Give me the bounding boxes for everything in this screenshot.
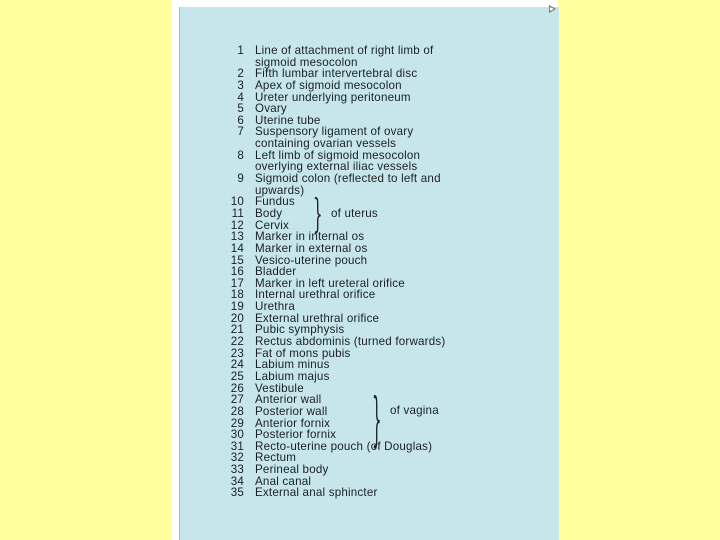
legend-item <box>222 45 542 57</box>
legend-item-number: 2 <box>237 67 244 81</box>
legend-item-number: 20 <box>230 311 244 325</box>
legend-item-text: Recto-uterine pouch (of Douglas) <box>255 439 433 453</box>
legend-item-text: Apex of sigmoid mesocolon <box>255 78 402 92</box>
legend-item-text: Rectum <box>255 451 297 465</box>
legend-item-text: Fat of mons pubis <box>255 346 351 360</box>
legend-item-text: Ureter underlying peritoneum <box>255 90 411 104</box>
legend-item-text: Fifth lumbar intervertebral disc <box>255 67 418 81</box>
vagina-brace: } <box>372 384 382 454</box>
legend-item-number: 19 <box>230 300 244 314</box>
legend-item-number: 17 <box>230 276 244 290</box>
legend-item-number: 35 <box>230 486 244 500</box>
legend-item <box>222 371 542 383</box>
legend-item-text: Suspensory ligament of ovary <box>255 125 414 139</box>
legend-item-number: 15 <box>230 253 244 267</box>
legend-item-number: 21 <box>230 323 244 337</box>
legend-item-number: 18 <box>230 288 244 302</box>
legend-item-number: 30 <box>230 428 244 442</box>
legend-list <box>222 45 542 499</box>
legend-item-text: Pubic symphysis <box>255 323 345 337</box>
legend-item <box>222 80 542 92</box>
legend-item-text: upwards) <box>255 183 305 197</box>
legend-item-text: overlying external iliac vessels <box>255 160 418 174</box>
legend-item-number: 32 <box>230 451 244 465</box>
legend-item-number: 34 <box>230 474 244 488</box>
legend-item-text: Vestibule <box>255 381 304 395</box>
legend-item-text: Marker in internal os <box>255 230 365 244</box>
legend-item-number: 23 <box>230 346 244 360</box>
legend-item-number: 33 <box>230 463 244 477</box>
legend-item-number: 12 <box>230 218 244 232</box>
legend-item-number: 31 <box>230 439 244 453</box>
legend-item-text: External urethral orifice <box>255 311 380 325</box>
legend-item-text: Rectus abdominis (turned forwards) <box>255 335 446 349</box>
legend-item-number: 1 <box>237 44 244 57</box>
legend-item-number: 7 <box>237 125 244 139</box>
legend-item-text: Urethra <box>255 300 296 314</box>
legend-item-text: Ovary <box>255 102 287 116</box>
legend-item-number: 25 <box>230 369 244 383</box>
legend-item-number: 14 <box>230 241 244 255</box>
legend-item-number: 4 <box>237 90 244 104</box>
legend-item-number: 22 <box>230 335 244 349</box>
triangle-right-icon[interactable] <box>549 5 556 13</box>
legend-item-number: 16 <box>230 265 244 279</box>
legend-item-number: 10 <box>230 195 244 209</box>
legend-item-number: 24 <box>230 358 244 372</box>
uterus-group-label: of uterus <box>331 207 378 220</box>
legend-item <box>222 487 542 499</box>
legend-item-number: 27 <box>230 393 244 407</box>
legend-item-text: Perineal body <box>255 463 329 477</box>
legend-item-text: Line of attachment of right limb of <box>255 44 434 57</box>
legend-item <box>222 173 542 185</box>
legend-item-number: 29 <box>230 416 244 430</box>
legend-item-text: Vesico-uterine pouch <box>255 253 368 267</box>
legend-item-text: Body <box>255 206 283 220</box>
legend-item-number: 8 <box>237 148 244 162</box>
legend-item-text: Cervix <box>255 218 290 232</box>
legend-item <box>222 336 542 348</box>
legend-item-number: 3 <box>237 78 244 92</box>
vagina-group-label: of vagina <box>390 404 439 417</box>
legend-item-text: Marker in external os <box>255 241 368 255</box>
legend-item-text: Left limb of sigmoid mesocolon <box>255 148 421 162</box>
legend-item-text: Internal urethral orifice <box>255 288 376 302</box>
legend-item-number: 28 <box>230 404 244 418</box>
legend-item-text: containing ovarian vessels <box>255 137 397 151</box>
legend-item-text: Fundus <box>255 195 295 209</box>
legend-item-number: 13 <box>230 230 244 244</box>
legend-item-text: sigmoid mesocolon <box>255 55 358 69</box>
legend-item-text: Uterine tube <box>255 113 321 127</box>
legend-item-number: 11 <box>231 206 244 220</box>
legend-item-number: 9 <box>237 172 244 186</box>
legend-item-text: Bladder <box>255 265 297 279</box>
legend-item <box>222 301 542 313</box>
legend-item <box>222 208 542 220</box>
legend-item-text: Anterior wall <box>255 393 322 407</box>
legend-item-text: Posterior wall <box>255 404 328 418</box>
legend-item-text: Labium minus <box>255 358 330 372</box>
legend-item-text: Sigmoid colon (reflected to left and <box>255 172 441 186</box>
legend-item <box>222 243 542 255</box>
uterus-brace: } <box>313 190 323 237</box>
legend-item-number: 5 <box>237 102 244 116</box>
legend-item-text: External anal sphincter <box>255 486 378 500</box>
legend-item-text: Anterior fornix <box>255 416 331 430</box>
legend-item-number: 6 <box>237 113 244 127</box>
legend-item <box>222 464 542 476</box>
legend-item-text: Marker in left ureteral orifice <box>255 276 405 290</box>
legend-item <box>222 406 542 418</box>
legend-item-text: Posterior fornix <box>255 428 337 442</box>
legend-item-text: Labium majus <box>255 369 330 383</box>
legend-item-number: 26 <box>230 381 244 395</box>
legend-item-text: Anal canal <box>255 474 312 488</box>
